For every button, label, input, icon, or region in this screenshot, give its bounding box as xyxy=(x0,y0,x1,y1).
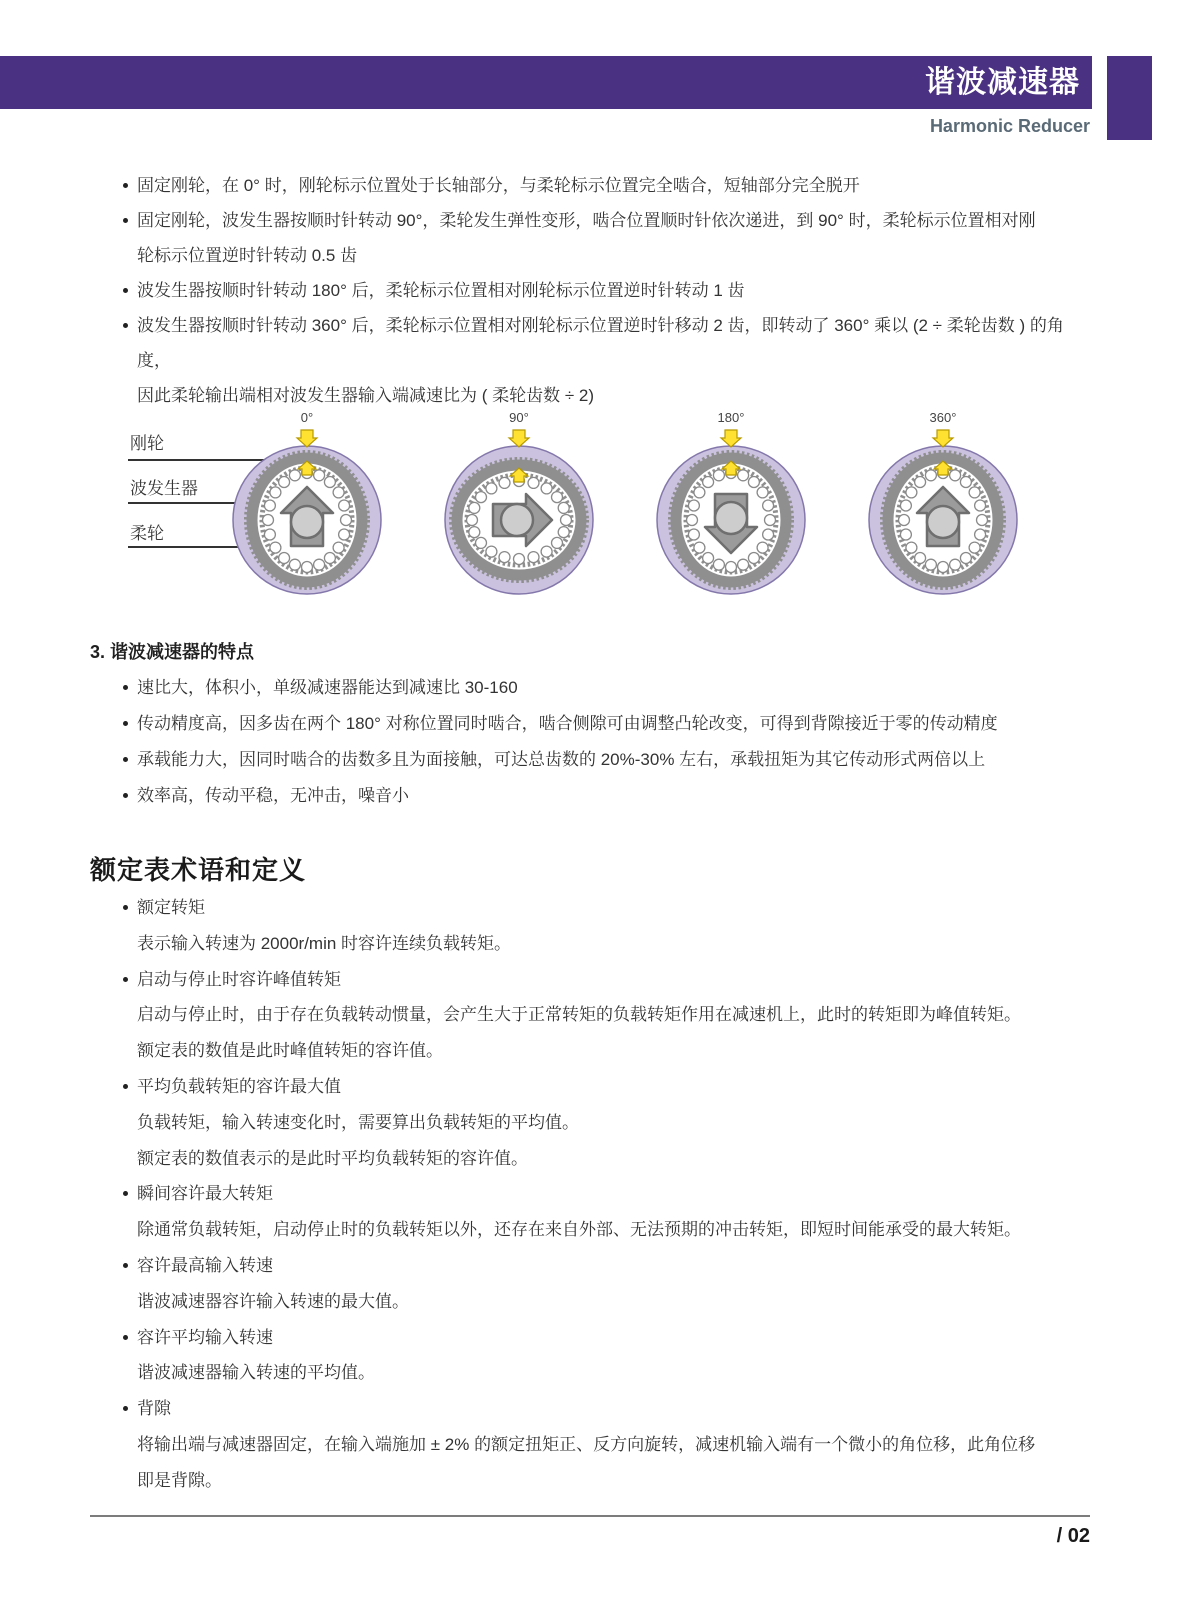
harmonic-gear-illustration xyxy=(217,428,397,598)
list-item xyxy=(121,742,1111,778)
harmonic-gear-illustration xyxy=(641,428,821,598)
bullet-dot xyxy=(123,183,128,188)
text-line: 固定刚轮，波发生器按顺时针转动 90°，柔轮发生弹性变形，啮合位置顺时针依次递进，到 90° 时，柔轮标示位置相对刚 xyxy=(137,211,1036,230)
bullet-dot xyxy=(123,905,128,910)
text-line: 固定刚轮，在 0° 时，刚轮标示位置处于长轴部分，与柔轮标示位置完全啮合，短轴部分完全脱开 xyxy=(137,176,860,195)
term-text: 启动与停止时容许峰值转矩 xyxy=(137,969,341,989)
definition-description-line: 额定表的数值表示的是此时平均负载转矩的容许值。 xyxy=(137,1148,528,1168)
list-item xyxy=(121,670,1111,706)
definition-description-line: 谐波减速器输入转速的平均值。 xyxy=(137,1363,375,1383)
header-accent-bar xyxy=(0,56,1092,109)
term-text: 瞬间容许最大转矩 xyxy=(137,1184,273,1204)
angle-label: 180° xyxy=(717,410,745,425)
term-text: 容许最高输入转速 xyxy=(137,1255,273,1275)
bullet-dot xyxy=(123,1084,128,1089)
bullet-dot xyxy=(123,977,128,982)
definition-item xyxy=(121,890,1111,962)
gear-diagram-180deg xyxy=(625,410,837,610)
text-line: 轮标示位置逆时针转动 0.5 齿 xyxy=(137,246,358,265)
angle-label: 360° xyxy=(929,410,957,425)
definition-description-line: 除通常负载转矩，启动停止时的负载转矩以外，还存在来自外部、无法预期的冲击转矩，即短时间能承受的最大转矩。 xyxy=(137,1220,1021,1240)
list-item xyxy=(121,203,1089,273)
definition-item xyxy=(121,1391,1111,1498)
diagram-label-flex-spline: 柔轮 xyxy=(130,524,164,543)
gear-diagram-0deg xyxy=(201,410,413,610)
harmonic-gear-illustration xyxy=(853,428,1033,598)
definition-description-line: 将输出端与减速器固定，在输入端施加 ± 2% 的额定扭矩正、反方向旋转，减速机输入端有一个微小的角位移，此角位移 xyxy=(137,1434,1036,1454)
term-text: 背隙 xyxy=(137,1399,171,1419)
intro-bullet-list xyxy=(121,168,1089,413)
definition-term xyxy=(121,890,1111,926)
section-title-definitions: 额定表术语和定义 xyxy=(90,855,307,885)
definition-term xyxy=(121,1069,1111,1105)
definition-description-line: 启动与停止时，由于存在负载转动惯量，会产生大于正常转矩的负载转矩作用在减速机上，此时的转矩即为峰值转矩。 xyxy=(137,1005,1021,1025)
list-item xyxy=(121,706,1111,742)
bullet-dot xyxy=(123,1406,128,1411)
bullet-dot xyxy=(123,288,128,293)
text-line: 承载能力大，因同时啮合的齿数多且为面接触，可达总齿数的 20%-30% 左右，承载扭矩为其它传动形式两倍以上 xyxy=(137,750,986,769)
page-subtitle: Harmonic Reducer xyxy=(929,116,1090,136)
gear-diagram-90deg xyxy=(413,410,625,610)
definition-item xyxy=(121,1248,1111,1320)
angle-label: 90° xyxy=(509,410,529,425)
list-item xyxy=(121,778,1111,814)
definition-term xyxy=(121,1320,1111,1356)
definition-term xyxy=(121,1391,1111,1427)
diagram-label-rigid-wheel: 刚轮 xyxy=(130,434,164,453)
harmonic-gear-illustration xyxy=(429,428,609,598)
bullet-dot xyxy=(123,757,128,762)
angle-label: 0° xyxy=(300,410,314,425)
footer-rule xyxy=(90,1515,1090,1517)
text-line: 因此柔轮输出端相对波发生器输入端减速比为 ( 柔轮齿数 ÷ 2) xyxy=(137,386,594,405)
bullet-dot xyxy=(123,1263,128,1268)
definition-description-line: 额定表的数值是此时峰值转矩的容许值。 xyxy=(137,1041,443,1061)
list-item xyxy=(121,273,1089,308)
section-title-features: 3. 谐波减速器的特点 xyxy=(90,642,255,662)
bullet-dot xyxy=(123,721,128,726)
definition-term xyxy=(121,962,1111,998)
list-item xyxy=(121,168,1089,203)
bullet-dot xyxy=(123,323,128,328)
definition-description-line: 负载转矩，输入转速变化时，需要算出负载转矩的平均值。 xyxy=(137,1112,579,1132)
term-text: 平均负载转矩的容许最大值 xyxy=(137,1076,341,1096)
header-corner-block xyxy=(1107,56,1152,140)
bullet-dot xyxy=(123,1335,128,1340)
page-title: 谐波减速器 xyxy=(925,66,1080,99)
gear-diagram-360deg xyxy=(837,410,1049,610)
definitions-list xyxy=(121,890,1111,1499)
definition-term xyxy=(121,1248,1111,1284)
gear-phase-diagrams xyxy=(201,410,1049,610)
page-number: / 02 xyxy=(1056,1525,1090,1547)
definition-description-line: 谐波减速器容许输入转速的最大值。 xyxy=(137,1291,409,1311)
list-item xyxy=(121,308,1089,413)
text-line: 效率高，传动平稳，无冲击，噪音小 xyxy=(137,786,409,805)
bullet-dot xyxy=(123,685,128,690)
text-line: 波发生器按顺时针转动 360° 后，柔轮标示位置相对刚轮标示位置逆时针移动 2 齿，即转动了 360° 乘以 (2 ÷ 柔轮齿数 ) 的角度， xyxy=(137,316,1064,370)
text-line: 速比大，体积小，单级减速器能达到减速比 30-160 xyxy=(137,678,518,697)
definition-term xyxy=(121,1176,1111,1212)
definition-item xyxy=(121,962,1111,1069)
definition-description-line: 即是背隙。 xyxy=(137,1470,222,1490)
bullet-dot xyxy=(123,1191,128,1196)
term-text: 容许平均输入转速 xyxy=(137,1327,273,1347)
bullet-dot xyxy=(123,793,128,798)
text-line: 波发生器按顺时针转动 180° 后，柔轮标示位置相对刚轮标示位置逆时针转动 1 齿 xyxy=(137,281,745,300)
diagram-label-wave-generator: 波发生器 xyxy=(130,479,198,498)
bullet-dot xyxy=(123,218,128,223)
definition-item xyxy=(121,1176,1111,1248)
features-bullet-list xyxy=(121,670,1111,814)
definition-item xyxy=(121,1069,1111,1176)
definition-item xyxy=(121,1320,1111,1392)
text-line: 传动精度高，因多齿在两个 180° 对称位置同时啮合，啮合侧隙可由调整凸轮改变，可得到背隙接近于零的传动精度 xyxy=(137,714,998,733)
definition-description-line: 表示输入转速为 2000r/min 时容许连续负载转矩。 xyxy=(137,933,512,953)
term-text: 额定转矩 xyxy=(137,898,205,917)
